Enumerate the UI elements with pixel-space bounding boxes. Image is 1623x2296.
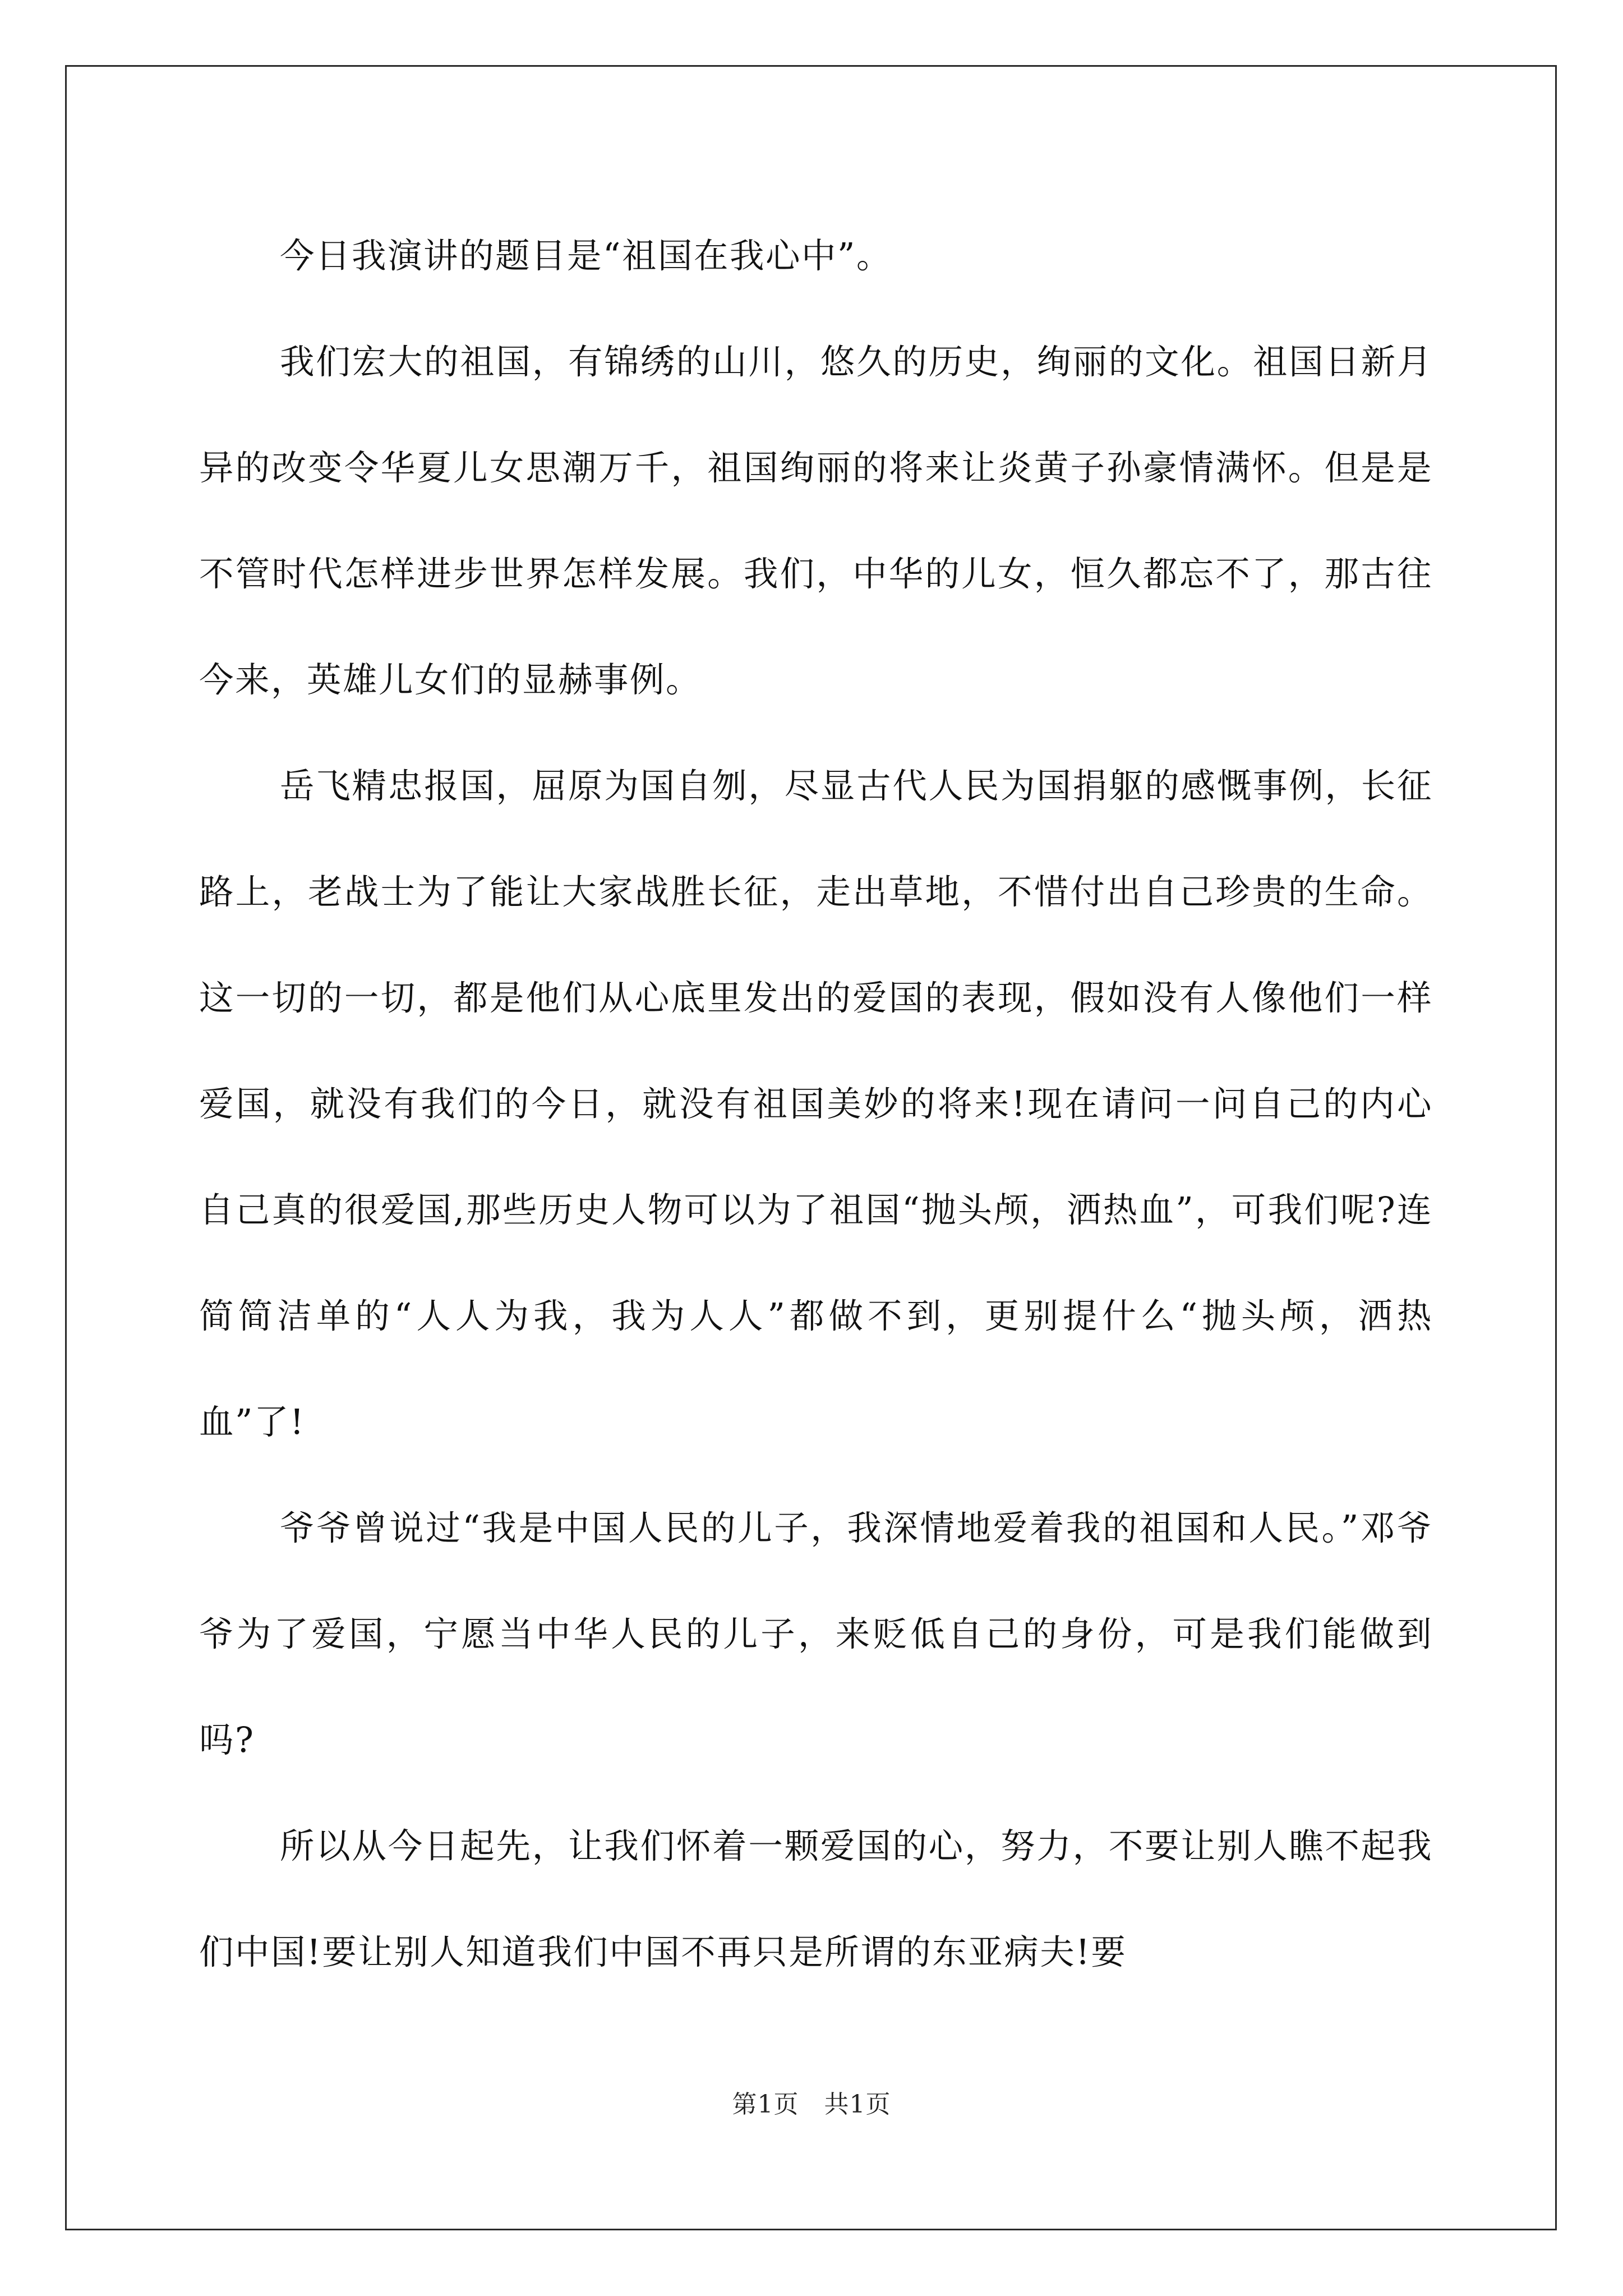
paragraph-4: 爷爷曾说过“我是中国人民的儿子，我深情地爱着我的祖国和人民。”邓爷爷为了爱国，宁愿当中华人民的儿子，来贬低自己的身份，可是我们能做到吗? xyxy=(199,1508,1433,1760)
paragraph-3: 岳飞精忠报国，屈原为国自刎，尽显古代人民为国捐躯的感慨事例，长征路上，老战士为了能让大家战胜长征，走出草地，不惜付出自己珍贵的生命。这一切的一切，都是他们从心底里发出的爱国的表现，假如没有人像他们一样爱国，就没有我们的今日，就没有祖国美妙的将来!现在请问一问自己的内心自己真的很爱国,那些历史人物可以为了祖国“抛头颅，洒热血”，可我们呢?连简简洁单的“人人为我，我为人人”都做不到，更别提什么“抛头颅，洒热血”了! xyxy=(199,766,1433,1442)
paragraph-2: 我们宏大的祖国，有锦绣的山川，悠久的历史，绚丽的文化。祖国日新月异的改变令华夏儿女思潮万千，祖国绚丽的将来让炎黄子孙豪情满怀。但是是不管时代怎样进步世界怎样发展。我们，中华的儿女，恒久都忘不了，那古往今来，英雄儿女们的显赫事例。 xyxy=(199,342,1433,700)
paragraph-5: 所以从今日起先，让我们怀着一颗爱国的心，努力，不要让别人瞧不起我们中国!要让别人知道我们中国不再只是所谓的东亚病夫!要 xyxy=(199,1826,1433,1972)
paragraph-1: 今日我演讲的题目是“祖国在我心中”。 xyxy=(280,236,892,276)
page-footer: 第1页 共1页 xyxy=(732,2090,891,2119)
document-body xyxy=(199,203,1433,2005)
